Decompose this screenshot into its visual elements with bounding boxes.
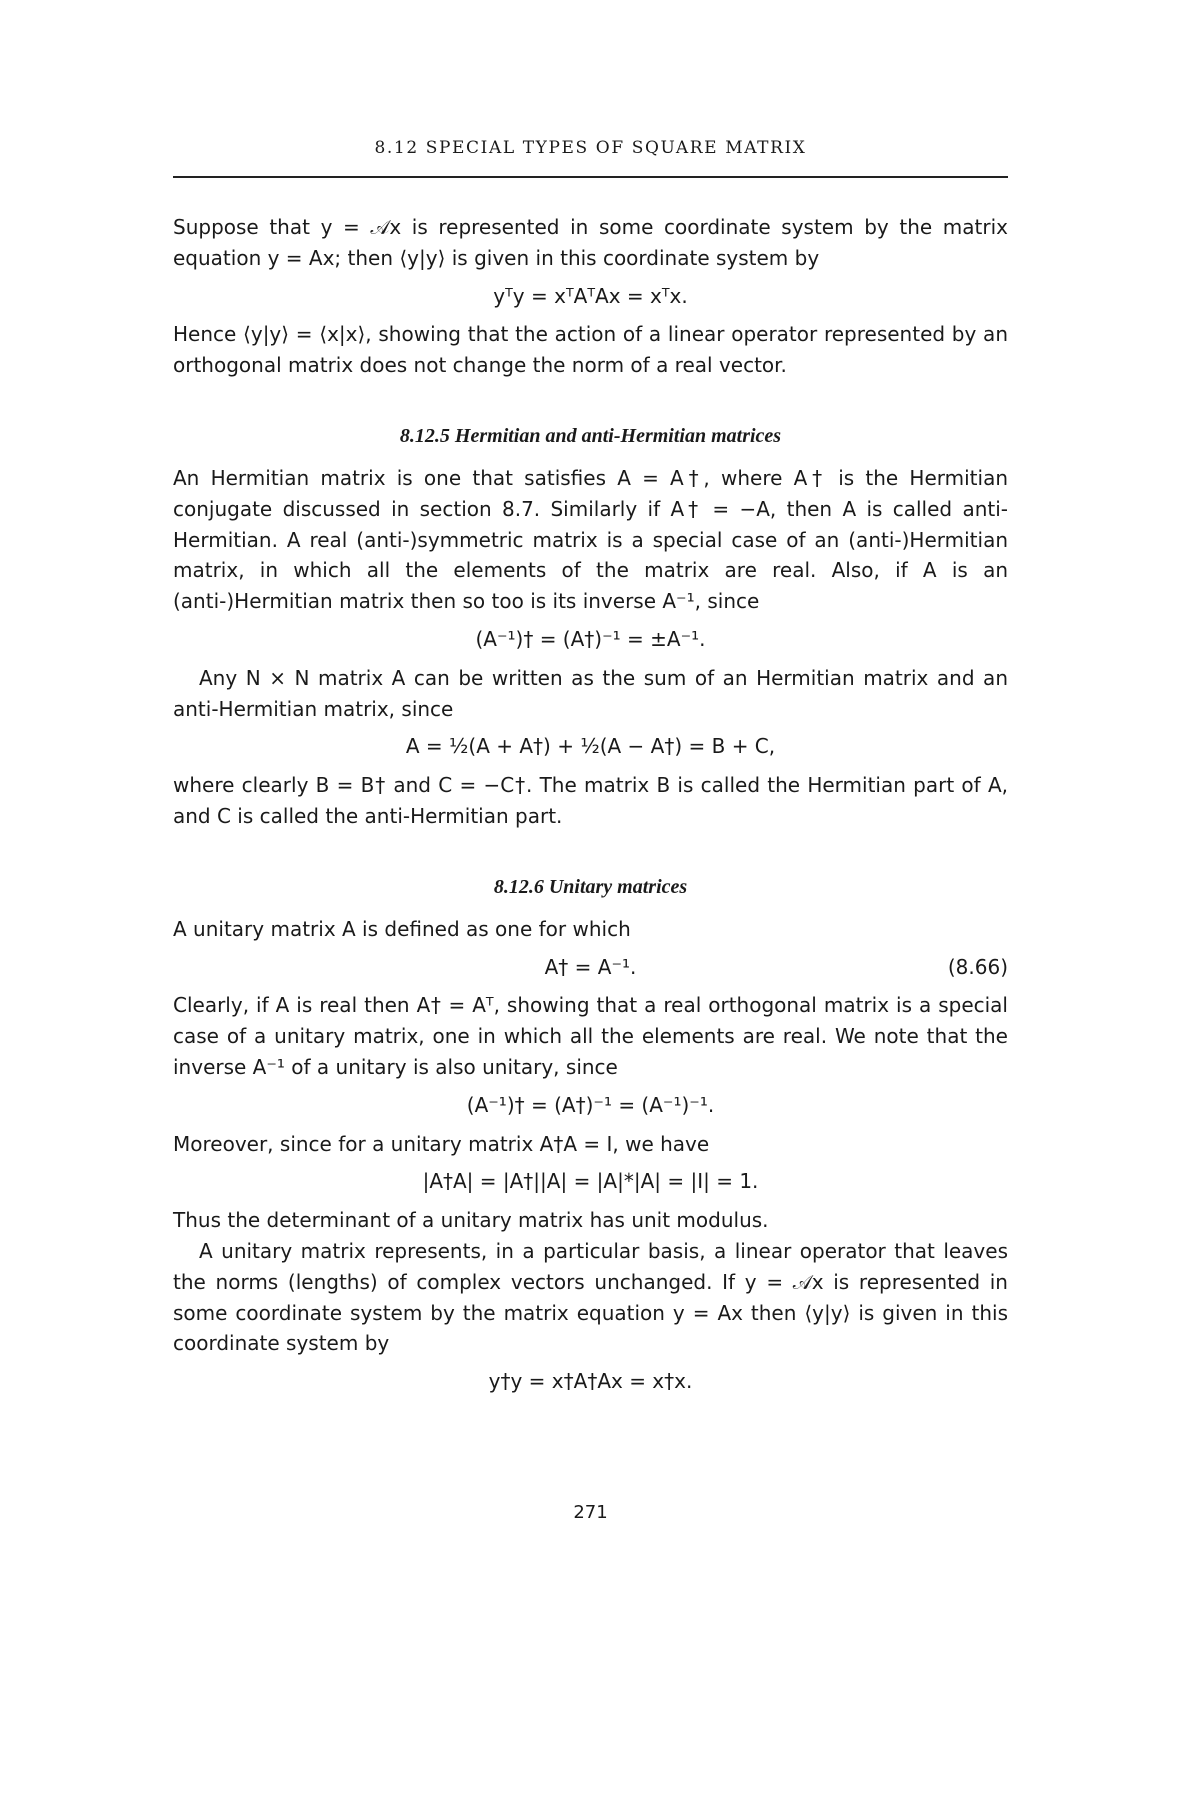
paragraph: Moreover, since for a unitary matrix A†A = I, we have	[173, 1131, 710, 1156]
header-rule	[173, 176, 1008, 178]
paragraph: An Hermitian matrix is one that satisfies A = A†, where A† is the Hermitian conjugate discussed in section 8.7. Similarly if A† = −A, then A is called anti-Hermitian. A real (anti-)symmetric matrix is a special case of an (anti-)Hermitian matrix, in which all the elements of the matrix are real. Also, if A is an (anti-)Hermitian matrix then so too is its inverse A⁻¹, since	[173, 465, 1008, 614]
book-page	[173, 0, 1008, 1800]
paragraph: where clearly B = B† and C = −C†. The matrix B is called the Hermitian part of A, and C is called the anti-Hermitian part.	[173, 773, 1008, 828]
paragraph: Hence ⟨y|y⟩ = ⟨x|x⟩, showing that the action of a linear operator represented by an orthogonal matrix does not change the norm of a real vector.	[173, 322, 1008, 378]
numbered-equation	[173, 952, 1008, 983]
paragraph: A unitary matrix represents, in a particular basis, a linear operator that leaves the norms (lengths) of complex vectors unchanged. If y = 𝒜x is represented in some coordinate system by the matrix equation y = Ax then ⟨y|y⟩ is given in this coordinate system by	[173, 1238, 1008, 1356]
equation: yᵀy = xᵀAᵀAx = xᵀx.	[493, 283, 688, 308]
equation: |A†A| = |A†||A| = |A|*|A| = |I| = 1.	[422, 1169, 759, 1194]
paragraph: Suppose that y = 𝒜x is represented in some coordinate system by the matrix equation y = Ax; then ⟨y|y⟩ is given in this coordinate system by	[173, 215, 1008, 270]
section-heading: 8.12.5 Hermitian and anti-Hermitian matrices	[399, 424, 782, 447]
equation: (A⁻¹)† = (A†)⁻¹ = (A⁻¹)⁻¹.	[466, 1092, 715, 1117]
equation-number: (8.66)	[947, 954, 1008, 979]
paragraph: A unitary matrix A is defined as one for which	[173, 916, 631, 941]
running-head: 8.12 SPECIAL TYPES OF SQUARE MATRIX	[374, 138, 807, 158]
equation: y†y = x†A†Ax = x†x.	[488, 1369, 693, 1394]
section-heading: 8.12.6 Unitary matrices	[493, 875, 688, 898]
page-number: 271	[573, 1502, 608, 1523]
equation: A = ½(A + A†) + ½(A − A†) = B + C,	[405, 734, 776, 759]
paragraph: Any N × N matrix A can be written as the sum of an Hermitian matrix and an anti-Hermitian matrix, since	[173, 665, 1008, 721]
equation-body: A† = A⁻¹.	[544, 954, 637, 979]
paragraph: Clearly, if A is real then A† = Aᵀ, showing that a real orthogonal matrix is a special case of a unitary matrix, one in which all the elements are real. We note that the inverse A⁻¹ of a unitary is also unitary, since	[173, 993, 1008, 1079]
equation: (A⁻¹)† = (A†)⁻¹ = ±A⁻¹.	[475, 626, 706, 651]
paragraph: Thus the determinant of a unitary matrix has unit modulus.	[173, 1208, 769, 1233]
page-body	[173, 212, 1008, 1405]
